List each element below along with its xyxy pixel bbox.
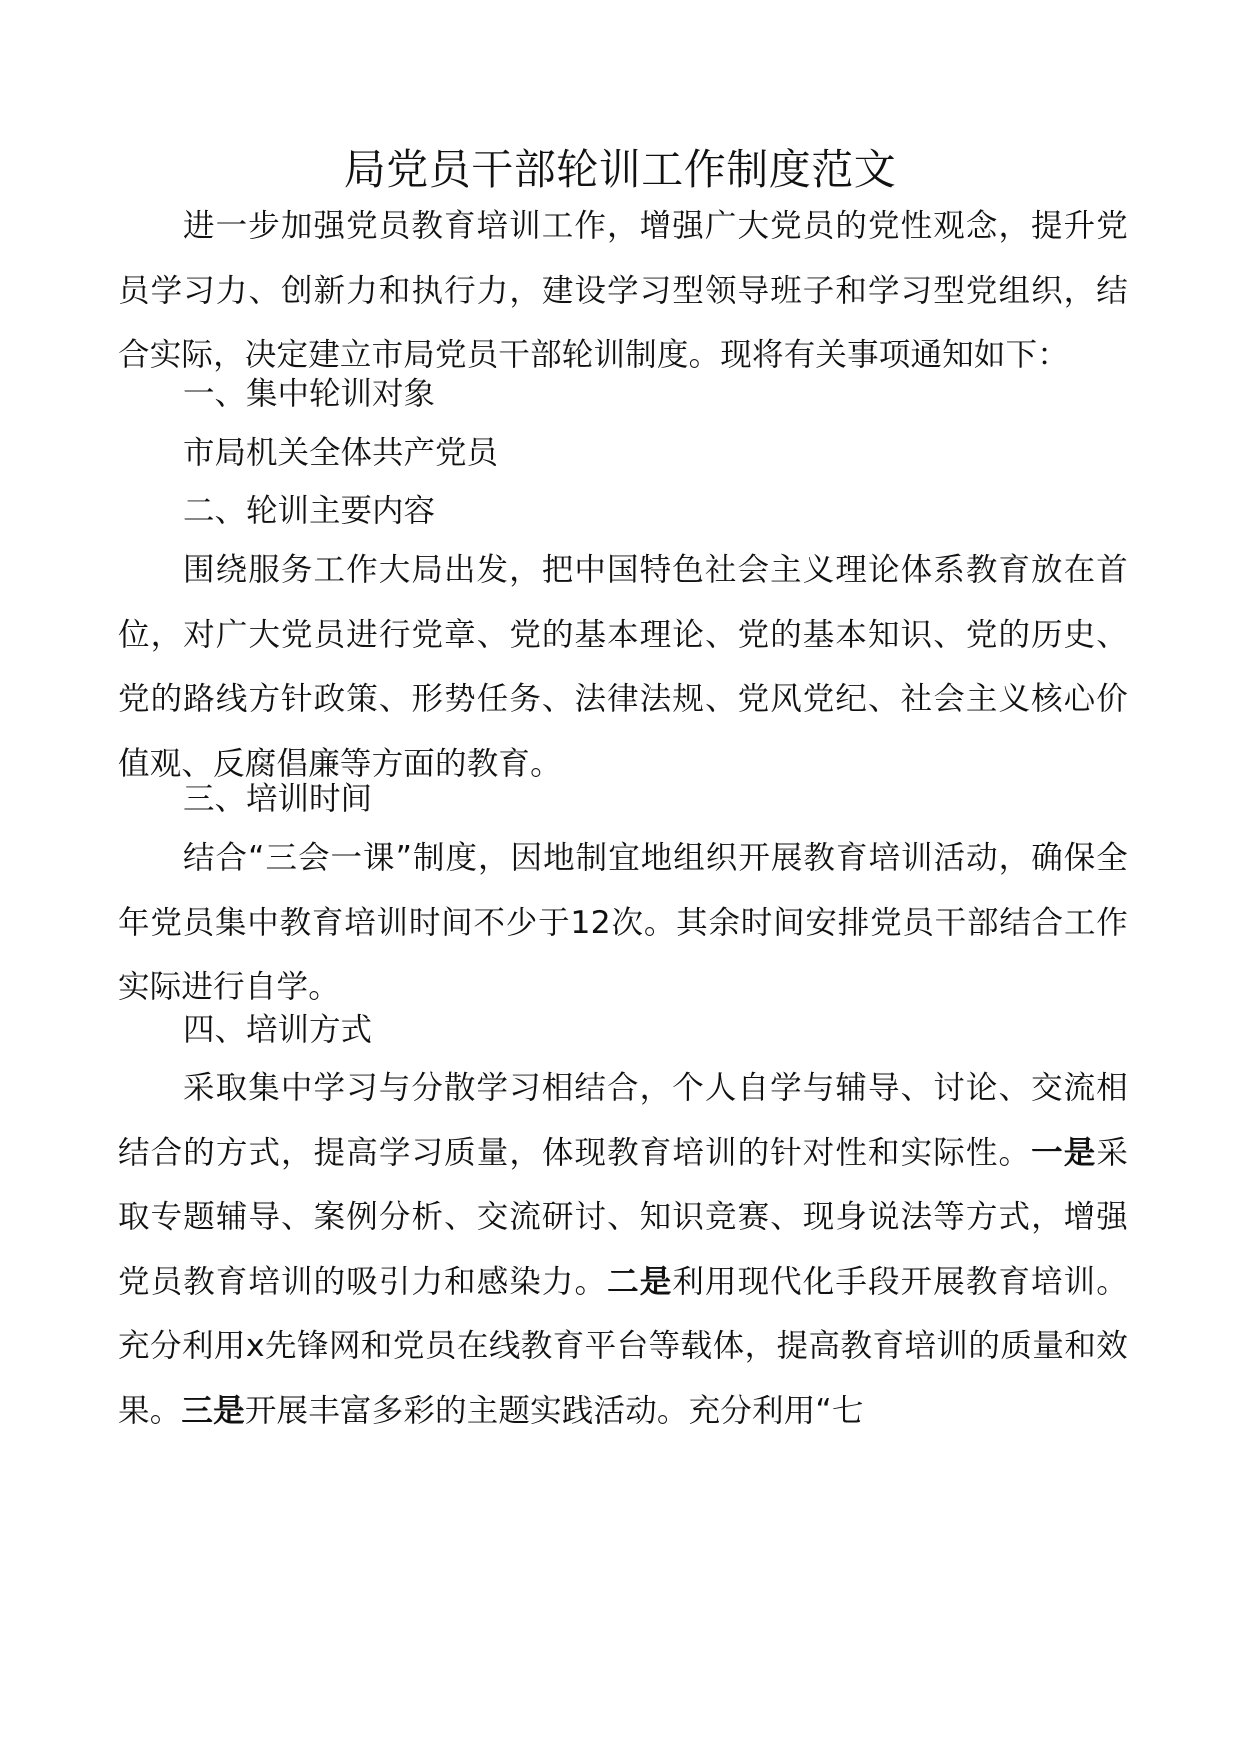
intro-paragraph: 进一步加强党员教育培训工作，增强广大党员的党性观念，提升党员学习力、创新力和执行力，建设学习型领导班子和学习型党组织，结合实际，决定建立市局党员干部轮训制度。现将有关事项通知如下： [118,208,1128,373]
document-title: 局党员干部轮训工作制度范文 [343,145,897,194]
section3-paragraph: 结合“三会一课”制度，因地制宜地组织开展教育培训活动，确保全年党员集中教育培训时间不少于12次。其余时间安排党员干部结合工作实际进行自学。 [118,840,1128,1005]
section4-text-3: 利用现代化手段开展教育培训。充分利用x先锋网和党员在线教育平台等载体，提高教育培训的质量和效果。 [118,1263,1128,1429]
section3-heading: 三、培训时间 [183,781,373,817]
section2-paragraph: 围绕服务工作大局出发，把中国特色社会主义理论体系教育放在首位，对广大党员进行党章、党的基本理论、党的基本知识、党的历史、党的路线方针政策、形势任务、法律法规、党风党纪、社会主义核心价值观、反腐倡廉等方面的教育。 [118,552,1128,782]
section4-emphasis-1: 一是 [1031,1134,1097,1171]
section4-paragraph [118,1056,1128,1443]
section4-emphasis-2: 二是 [607,1263,673,1300]
section1-body: 市局机关全体共产党员 [183,435,499,471]
section1-heading: 一、集中轮训对象 [183,376,436,412]
section4-text-4: 开展丰富多彩的主题实践活动。充分利用“七 [244,1392,864,1429]
section2-heading: 二、轮训主要内容 [183,493,436,529]
section4-text-1: 采取集中学习与分散学习相结合，个人自学与辅导、讨论、交流相结合的方式，提高学习质量，体现教育培训的针对性和实际性。 [118,1070,1128,1171]
section4-heading: 四、培训方式 [183,1012,373,1048]
section4-emphasis-3: 三是 [181,1392,245,1429]
section4-text-2: 采取专题辅导、案例分析、交流研讨、知识竞赛、现身说法等方式，增强党员教育培训的吸引力和感染力。 [118,1134,1129,1300]
